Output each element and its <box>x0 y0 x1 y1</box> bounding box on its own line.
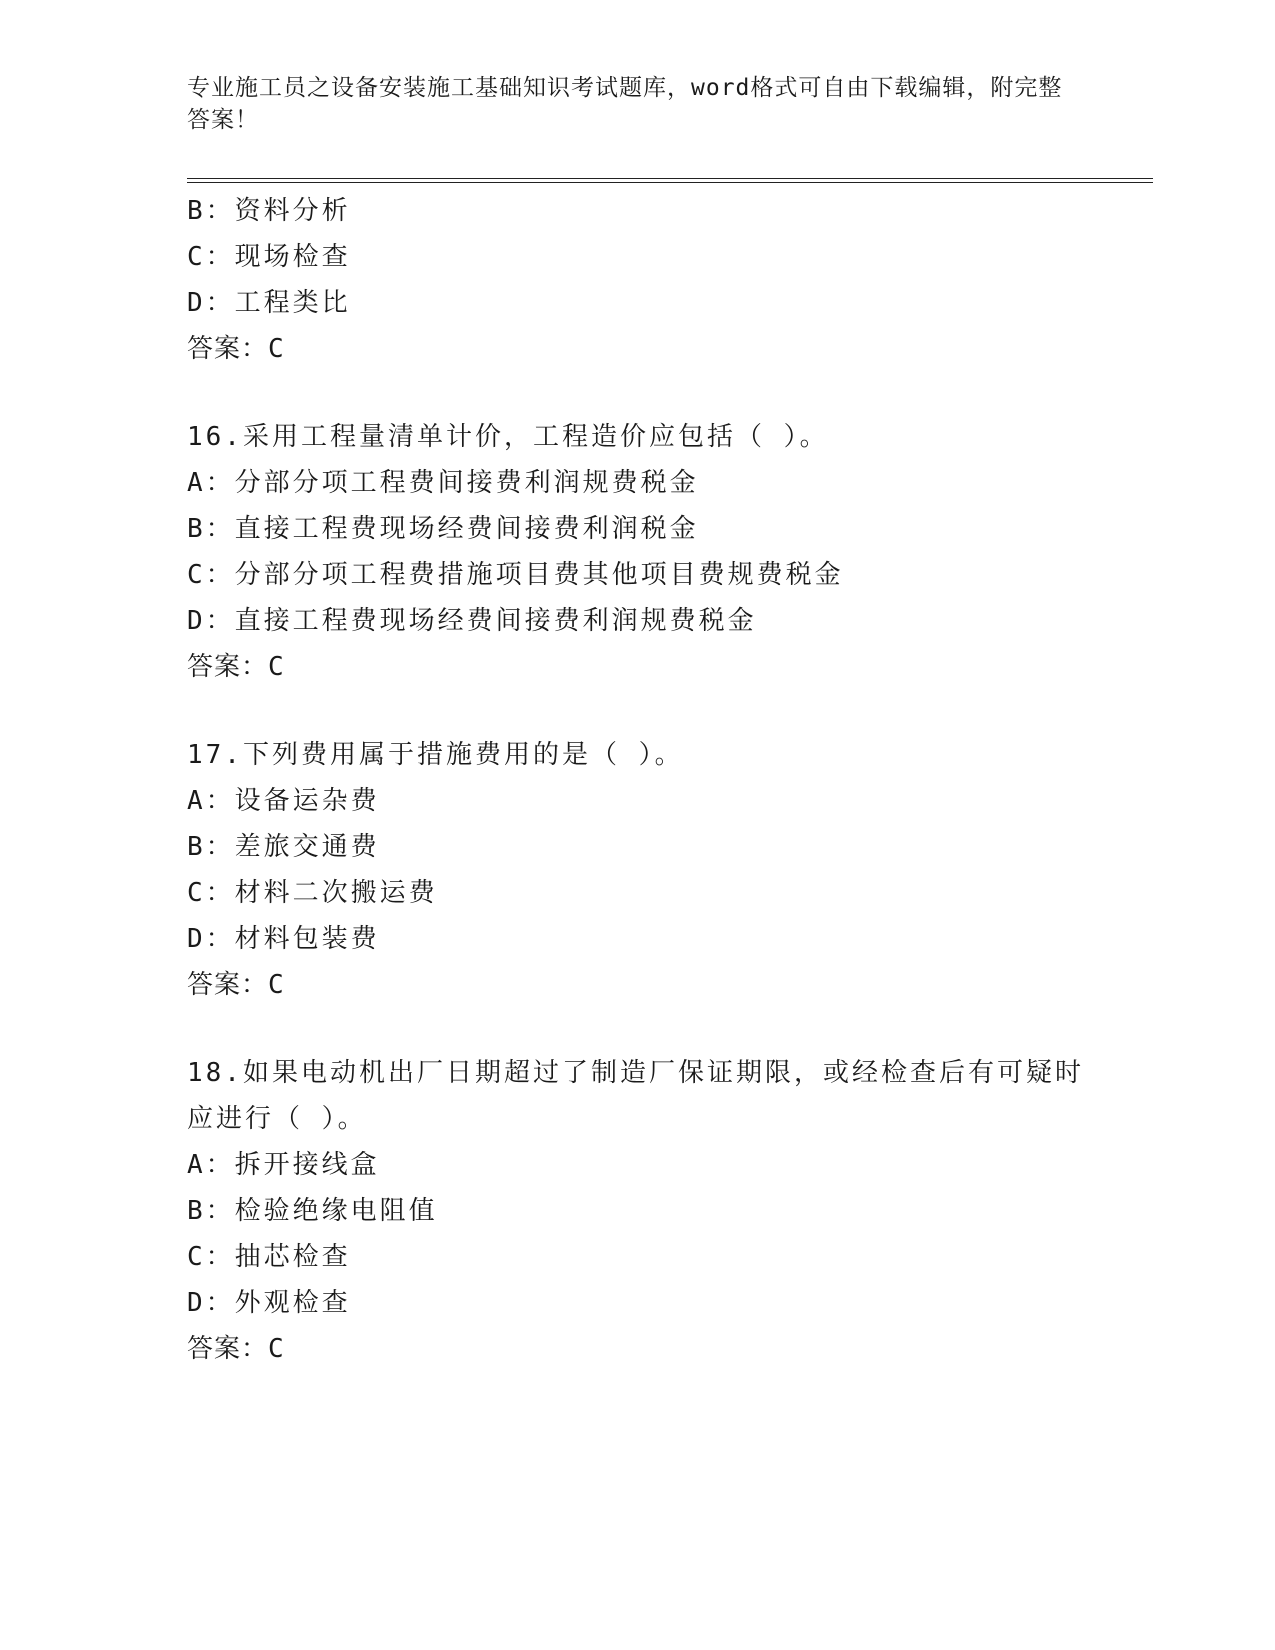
answer-line: 答案：C <box>187 334 285 364</box>
question-stem-line-2: 应进行（ ）。 <box>187 1104 367 1134</box>
option-b: B：差旅交通费 <box>187 832 380 862</box>
option-d: D：外观检查 <box>187 1288 351 1318</box>
option-c: C：现场检查 <box>187 242 351 272</box>
option-d: D：直接工程费现场经费间接费利润规费税金 <box>187 606 757 636</box>
header-divider-top <box>187 178 1153 179</box>
question-block-partial <box>187 188 1087 372</box>
question-block-17 <box>187 732 1087 1008</box>
option-a: A：分部分项工程费间接费利润规费税金 <box>187 468 699 498</box>
option-a: A：设备运杂费 <box>187 786 380 816</box>
option-d: D：材料包装费 <box>187 924 380 954</box>
option-c: C：材料二次搬运费 <box>187 878 438 908</box>
document-header: 专业施工员之设备安装施工基础知识考试题库，word格式可自由下载编辑，附完整答案！ <box>187 75 1063 133</box>
option-b: B：检验绝缘电阻值 <box>187 1196 438 1226</box>
option-c: C：抽芯检查 <box>187 1242 351 1272</box>
option-d: D：工程类比 <box>187 288 351 318</box>
option-b: B：资料分析 <box>187 196 351 226</box>
question-block-16 <box>187 414 1087 690</box>
answer-line: 答案：C <box>187 652 285 682</box>
question-stem: 17.下列费用属于措施费用的是（ ）。 <box>187 740 684 770</box>
option-a: A：拆开接线盒 <box>187 1150 380 1180</box>
question-block-18 <box>187 1050 1087 1372</box>
answer-line: 答案：C <box>187 1334 285 1364</box>
header-divider-bottom <box>187 182 1153 183</box>
document-body <box>187 188 1087 1372</box>
option-c: C：分部分项工程费措施项目费其他项目费规费税金 <box>187 560 844 590</box>
question-stem: 16.采用工程量清单计价，工程造价应包括（ ）。 <box>187 422 829 452</box>
option-b: B：直接工程费现场经费间接费利润税金 <box>187 514 699 544</box>
answer-line: 答案：C <box>187 970 285 1000</box>
question-stem-line-1: 18.如果电动机出厂日期超过了制造厂保证期限，或经检查后有可疑时 <box>187 1058 1084 1088</box>
